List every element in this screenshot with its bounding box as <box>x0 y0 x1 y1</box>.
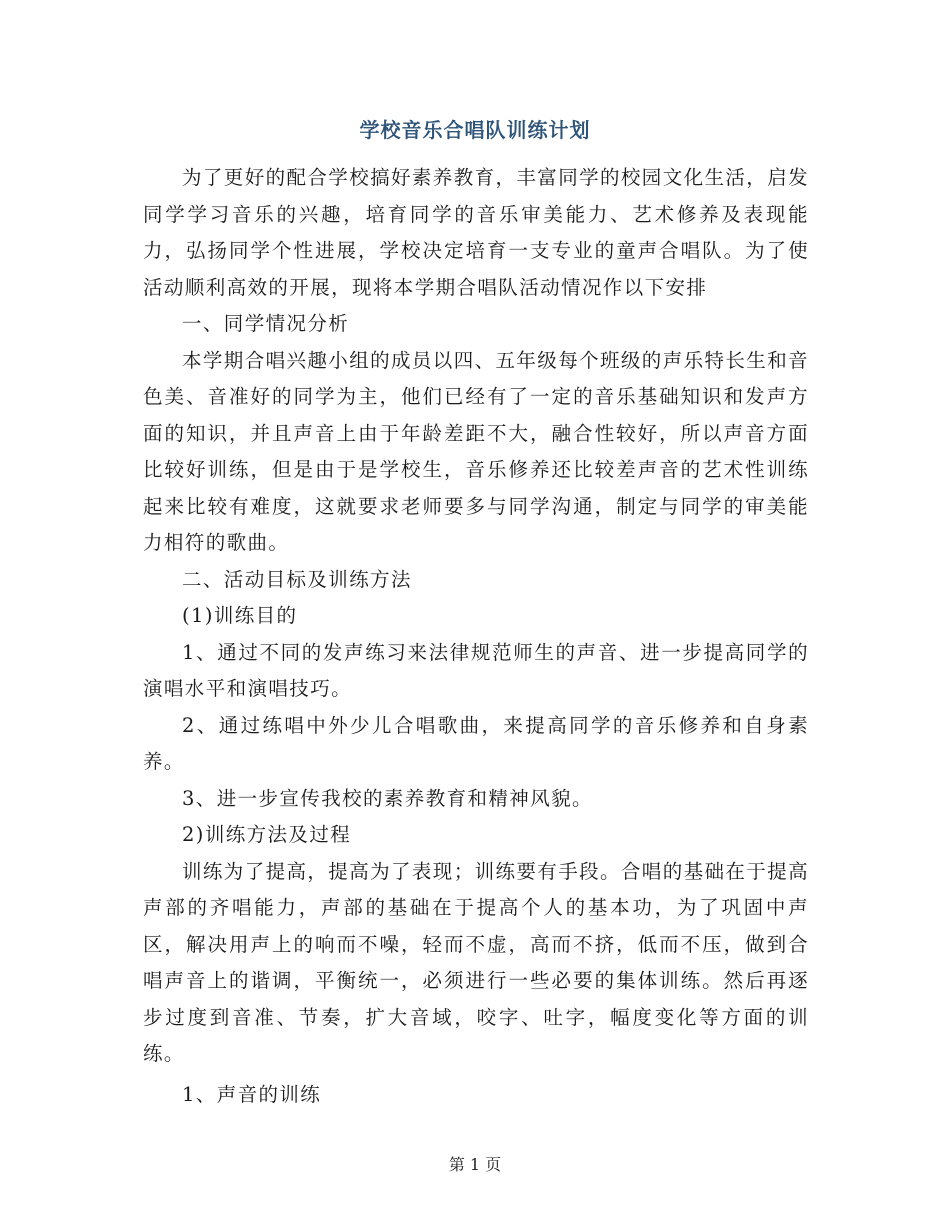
list-item-voice-training: 1、声音的训练 <box>182 1082 322 1106</box>
paragraph-intro: 为了更好的配合学校搞好素养教育，丰富同学的校园文化生活，启发同学学习音乐的兴趣，培育同学的音乐审美能力、艺术修养及表现能力，弘扬同学个性进展，学校决定培育一支专业的童声合唱队。为了使活动顺利高效的开展，现将本学期合唱队活动情况作以下安排 <box>143 166 810 299</box>
heading-goals-methods: 二、活动目标及训练方法 <box>182 567 412 591</box>
document-title: 学校音乐合唱队训练计划 <box>359 118 591 142</box>
list-item-purpose-2: 2、通过练唱中外少儿合唱歌曲，来提高同学的音乐修养和自身素养。 <box>143 713 809 773</box>
page-number: 第 1 页 <box>448 1155 502 1174</box>
document-body <box>143 160 809 1113</box>
subheading-training-purpose: (1)训练目的 <box>182 604 298 627</box>
list-item-purpose-3: 3、进一步宣传我校的素养教育和精神风貌。 <box>182 786 593 810</box>
heading-student-analysis: 一、同学情况分析 <box>182 312 350 335</box>
paragraph-training-methods: 训练为了提高，提高为了表现；训练要有手段。合唱的基础在于提高声部的齐唱能力，声部的基础在于提高个人的基本功，为了巩固中声区，解决用声上的响而不噪，轻而不虚，高而不挤，低而不压，做到合唱声音上的谐调，平衡统一，必须进行一些必要的集体训练。然后再逐步过度到音准、节奏，扩大音域，咬字、吐字，幅度变化等方面的训练。 <box>143 859 810 1065</box>
subheading-training-methods: 2)训练方法及过程 <box>182 823 352 846</box>
paragraph-student-analysis: 本学期合唱兴趣小组的成员以四、五年级每个班级的声乐特长生和音色美、音准好的同学为主，他们已经有了一定的音乐基础知识和发声方面的知识，并且声音上由于年龄差距不大，融合性较好，所以声音方面比较好训练，但是由于是学校生，音乐修养还比较差声音的艺术性训练起来比较有难度，这就要求老师要多与同学沟通，制定与同学的审美能力相符的歌曲。 <box>143 348 810 554</box>
list-item-purpose-1: 1、通过不同的发声练习来法律规范师生的声音、进一步提高同学的演唱水平和演唱技巧。 <box>143 640 809 700</box>
